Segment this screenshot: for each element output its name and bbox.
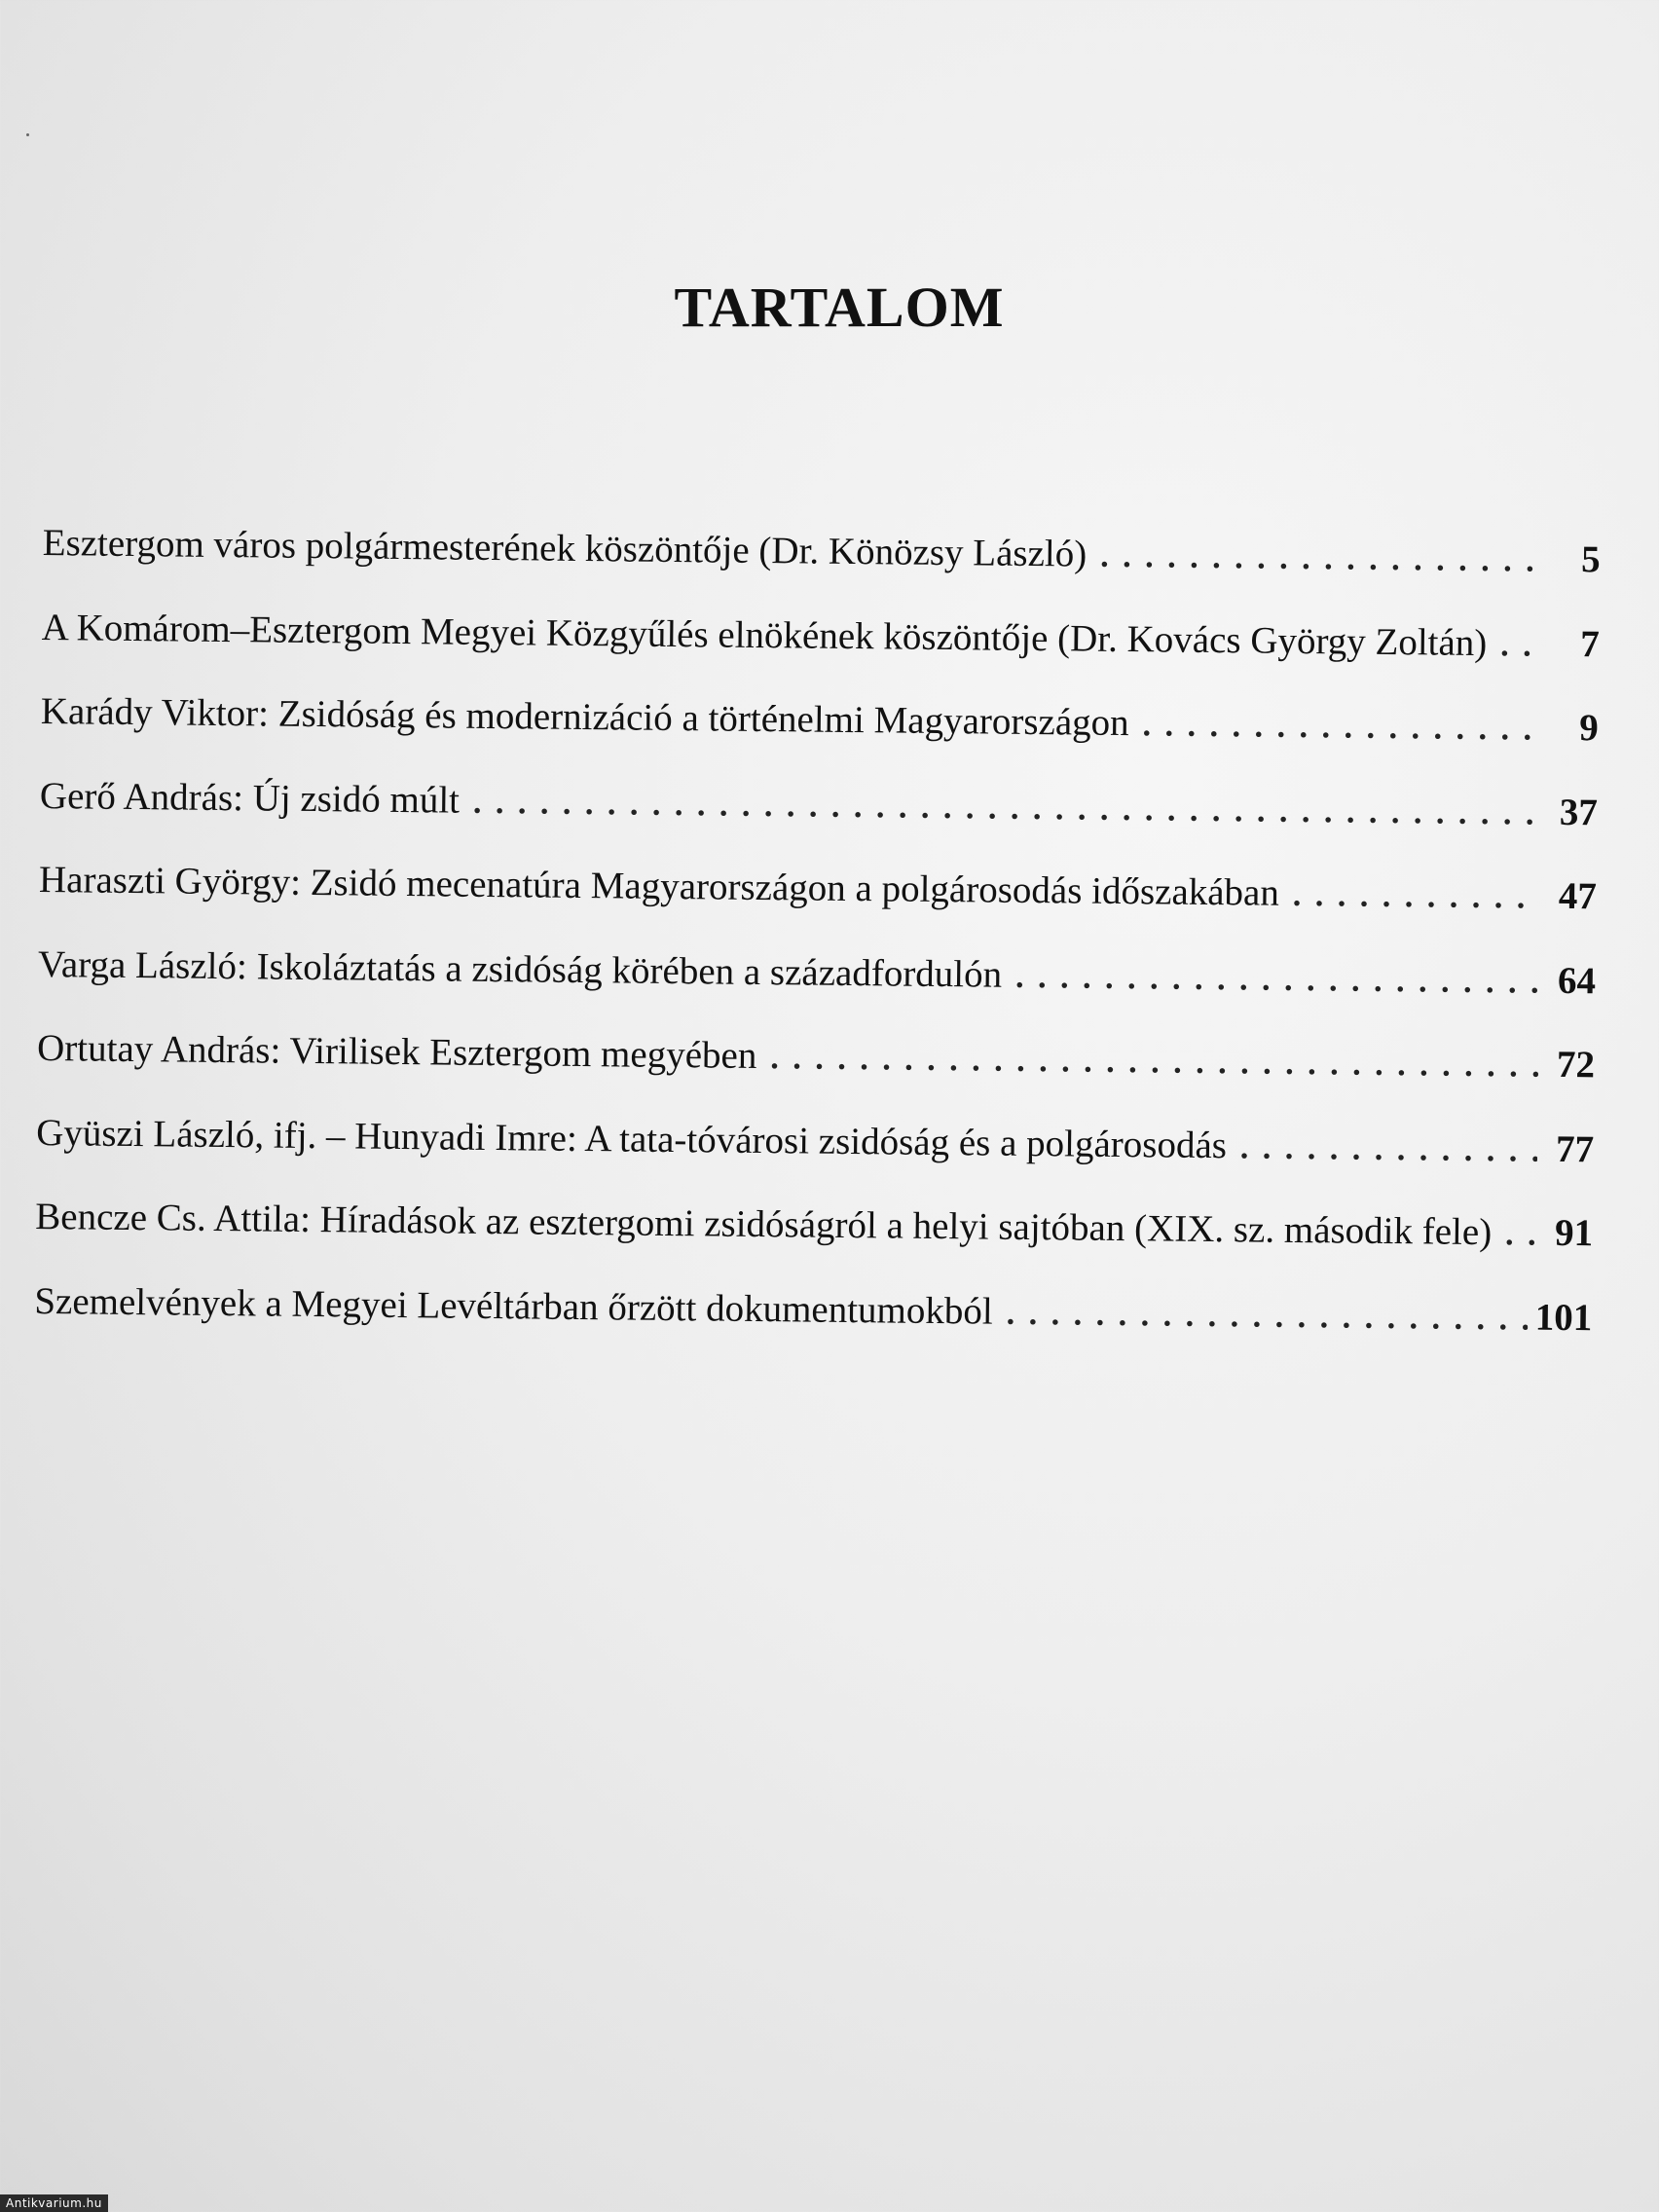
- toc-entry-title: Gyüszi László, ifj. – Hunyadi Imre: A tata-tóvárosi zsidóság és a polgárosodás: [35, 1111, 1228, 1166]
- toc-entry-title: Karády Viktor: Zsidóság és modernizáció a történelmi Magyarországon: [40, 689, 1129, 745]
- toc-page-number: 37: [1559, 791, 1599, 833]
- dot-leader: [473, 784, 1541, 832]
- dot-leader: [1100, 538, 1544, 580]
- toc-entry-title: Ortutay András: Virilisek Esztergom megyében: [36, 1026, 757, 1077]
- toc-page-number: 5: [1580, 538, 1601, 581]
- toc-page-number: 77: [1555, 1127, 1595, 1170]
- toc-page-number: 64: [1557, 959, 1597, 1002]
- paper-speck: [26, 133, 29, 136]
- dot-leader: [1505, 1216, 1536, 1253]
- toc-entry-title: Haraszti György: Zsidó mecenatúra Magyarországon a polgárosodás időszakában: [38, 858, 1280, 914]
- watermark: Antikvarium.hu: [0, 2194, 108, 2212]
- toc-entry: [34, 1278, 1593, 1380]
- dot-leader: [770, 1040, 1538, 1086]
- dot-leader: [1293, 877, 1540, 917]
- page-title: TARTALOM: [674, 276, 1005, 339]
- toc-entry-title: Bencze Cs. Attila: Híradások az esztergomi zsidóságról a helyi sajtóban (XIX. sz. második fele): [35, 1195, 1493, 1254]
- dot-leader: [1500, 627, 1543, 664]
- toc-entry-title: A Komárom–Esztergom Megyei Közgyűlés elnökének köszöntője (Dr. Kovács György Zoltán): [41, 606, 1488, 664]
- table-of-contents: [34, 521, 1601, 1380]
- dot-leader: [1142, 707, 1542, 748]
- toc-entry-title: Varga László: Iskoláztatás a zsidóság körében a századfordulón: [37, 942, 1003, 996]
- toc-page-number: 47: [1558, 874, 1598, 918]
- dot-leader: [1006, 1295, 1527, 1338]
- toc-page-number: 9: [1579, 707, 1600, 750]
- toc-entry-title: Gerő András: Új zsidó múlt: [39, 774, 461, 822]
- toc-entry-title: Szemelvények a Megyei Levéltárban őrzött dokumentumokból: [34, 1279, 993, 1333]
- toc-entry-title: Esztergom város polgármesterének köszöntője (Dr. Könözsy László): [42, 521, 1088, 575]
- toc-page-number: 72: [1556, 1043, 1596, 1087]
- toc-page-number: 91: [1554, 1211, 1594, 1255]
- toc-page-number: 7: [1579, 622, 1600, 665]
- dot-leader: [1015, 958, 1539, 1001]
- dot-leader: [1240, 1129, 1538, 1169]
- toc-page-number: 101: [1534, 1296, 1593, 1339]
